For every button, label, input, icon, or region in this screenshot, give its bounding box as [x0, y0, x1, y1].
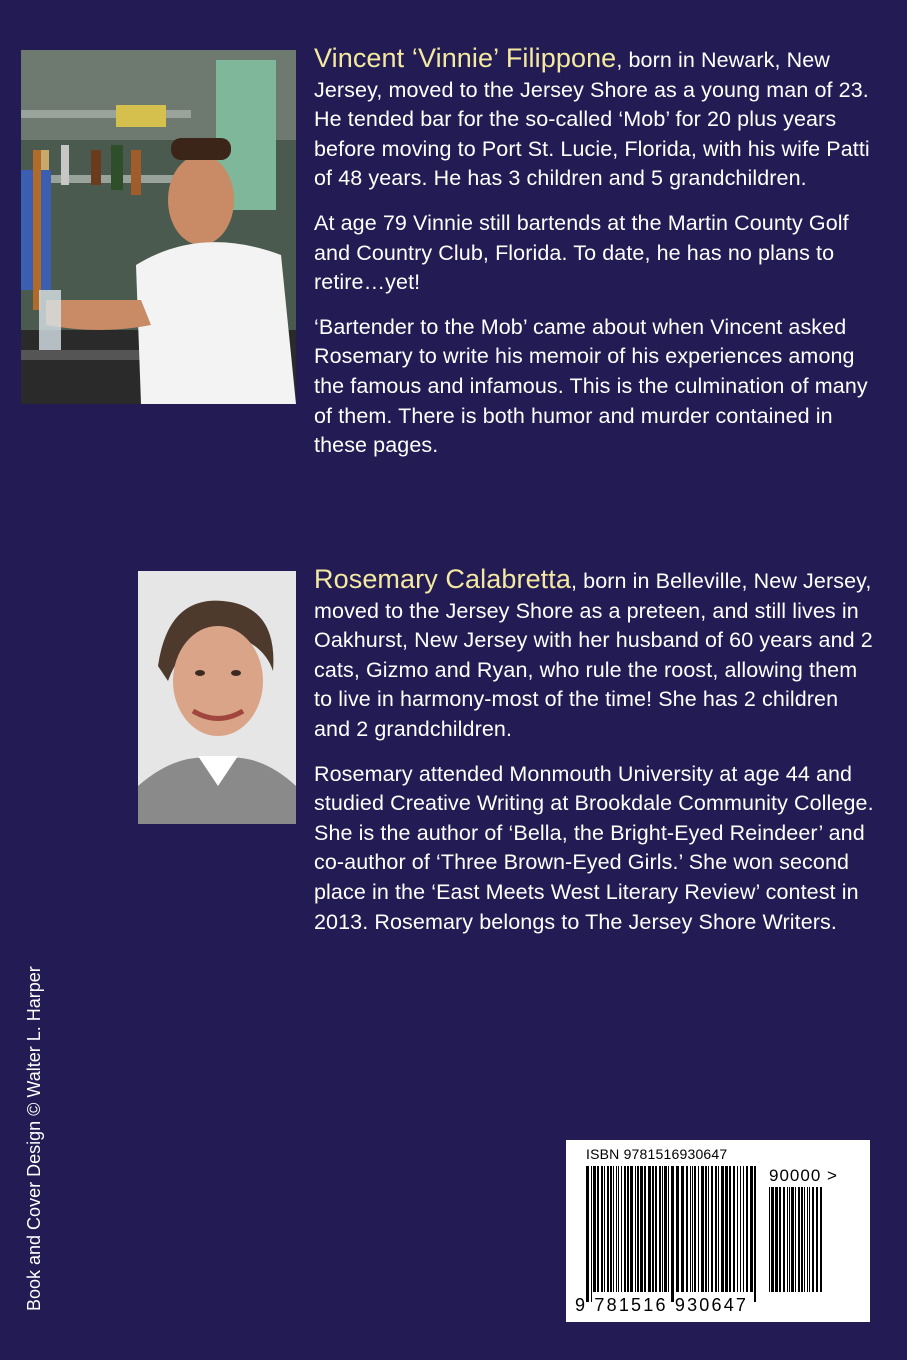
- barcode-bar: [686, 1166, 688, 1292]
- barcode-bar: [681, 1166, 684, 1292]
- barcode-bar: [816, 1187, 818, 1292]
- barcode-bar: [591, 1166, 592, 1302]
- rosemary-name: Rosemary Calabretta: [314, 564, 572, 594]
- vinnie-photo: [21, 50, 296, 404]
- barcode-bar: [662, 1166, 663, 1292]
- barcode-bar: [743, 1166, 744, 1292]
- barcode-bar: [621, 1166, 622, 1292]
- vinnie-intro-text: , born in Newark, New Jersey, moved to the Jersey Shore as a young man of 23. He tended bar for the so-called ‘Mob’ for 20 plus years before moving to Port St. Lucie, Florida, with his wife Patti of 48 years. He has 3 children and 5 grandchildren.: [314, 48, 870, 191]
- barcode-bar: [795, 1187, 796, 1292]
- barcode-bar: [644, 1166, 646, 1292]
- barcode-bar: [807, 1187, 808, 1292]
- barcode-bar: [779, 1187, 781, 1292]
- barcode-bar: [597, 1166, 599, 1292]
- barcode-bar: [630, 1166, 633, 1292]
- barcode-bar: [771, 1187, 774, 1292]
- isbn-label: ISBN 9781516930647: [586, 1146, 728, 1162]
- barcode-bar: [754, 1166, 756, 1302]
- barcode-bar: [812, 1187, 814, 1292]
- design-credit: Book and Cover Design © Walter L. Harper: [24, 966, 44, 1311]
- vinnie-paragraph: At age 79 Vinnie still bartends at the Martin County Golf and Country Club, Florida. To date, he has no plans to retire…yet!: [314, 210, 849, 295]
- barcode-bar: [655, 1166, 657, 1292]
- vinnie-bio: [314, 44, 874, 476]
- barcode-bar: [740, 1166, 741, 1292]
- barcode-bar: [618, 1166, 619, 1292]
- barcode-box: [566, 1140, 870, 1322]
- barcode-bar: [798, 1187, 800, 1292]
- barcode-bar: [820, 1187, 822, 1292]
- barcode-bar: [698, 1166, 699, 1292]
- price-code: 90000 >: [769, 1166, 838, 1185]
- barcode-bar: [789, 1187, 790, 1292]
- barcode-bar: [610, 1166, 612, 1292]
- barcode-bar: [616, 1166, 617, 1292]
- barcode-bar: [737, 1166, 738, 1292]
- barcode-bar: [809, 1187, 810, 1292]
- barcode-bar: [635, 1166, 636, 1292]
- barcode-bar: [746, 1166, 748, 1292]
- rosemary-paragraph: Rosemary attended Monmouth University at age 44 and studied Creative Writing at Brookdale Community College. She is the author of ‘Bella, the Bright-Eyed Reindeer’ and co-author of ‘Three Brown-Eyed Girls.’ She won second place in the ‘East Meets West Literary Review’ contest in 2013. Rosemary belongs to The Jersey Shore Writers.: [314, 761, 874, 934]
- barcode-bar: [668, 1166, 669, 1292]
- barcode-bar: [711, 1166, 713, 1292]
- barcode-bar: [601, 1166, 603, 1292]
- barcode-bar: [604, 1166, 605, 1292]
- vinnie-intro-paragraph: [314, 44, 874, 194]
- barcode-bar: [791, 1187, 794, 1292]
- barcode-bar: [613, 1166, 614, 1292]
- barcode-bar: [624, 1166, 626, 1292]
- barcode-bar: [718, 1166, 719, 1292]
- barcode-bar: [652, 1166, 654, 1292]
- barcode-bar: [721, 1166, 724, 1292]
- rosemary-photo: [138, 571, 296, 824]
- isbn-digits: 9 781516 930647: [575, 1295, 749, 1315]
- barcode-bar: [787, 1187, 788, 1292]
- barcode-bar: [586, 1166, 589, 1302]
- barcode-addon: [769, 1187, 823, 1302]
- barcode-bar: [671, 1166, 674, 1302]
- barcode-bar: [692, 1166, 693, 1292]
- barcode-bar: [648, 1166, 651, 1292]
- barcode-bar: [627, 1166, 629, 1292]
- barcode-bar: [694, 1166, 696, 1292]
- barcode-bar: [804, 1187, 805, 1292]
- vinnie-paragraph: ‘Bartender to the Mob’ came about when Vincent asked Rosemary to write his memoir of his experiences among the famous and infamous. This is the culmination of many of them. There is both humor and murder contained in these pages.: [314, 314, 868, 458]
- barcode-bar: [664, 1166, 667, 1292]
- barcode-main: [586, 1166, 758, 1302]
- rosemary-intro-paragraph: [314, 565, 874, 745]
- barcode-bar: [676, 1166, 679, 1292]
- barcode-bar: [769, 1187, 770, 1292]
- barcode-bar: [733, 1166, 735, 1292]
- barcode-bar: [725, 1166, 728, 1292]
- rosemary-intro-text: , born in Belleville, New Jersey, moved to the Jersey Shore as a preteen, and still lives in Oakhurst, New Jersey with her husband of 60 years and 2 cats, Gizmo and Ryan, who rule the roost, allowing them to live in harmony-most of the time! She has 2 children and 2 grandchildren.: [314, 569, 873, 741]
- barcode-bar: [690, 1166, 691, 1292]
- barcode-bar: [593, 1166, 596, 1292]
- barcode-bar: [801, 1187, 803, 1292]
- barcode-bar: [715, 1166, 717, 1292]
- barcode-bar: [750, 1166, 753, 1292]
- barcode-bar: [640, 1166, 643, 1292]
- barcode-bar: [607, 1166, 609, 1292]
- barcode-bar: [701, 1166, 704, 1292]
- rosemary-bio: [314, 565, 874, 952]
- barcode-bar: [783, 1187, 785, 1292]
- barcode-bar: [729, 1166, 731, 1292]
- barcode-bar: [637, 1166, 639, 1292]
- barcode-bar: [705, 1166, 707, 1292]
- vinnie-name: Vincent ‘Vinnie’ Filippone: [314, 43, 617, 73]
- barcode-bar: [659, 1166, 661, 1292]
- barcode-bar: [708, 1166, 709, 1292]
- barcode-bar: [775, 1187, 778, 1292]
